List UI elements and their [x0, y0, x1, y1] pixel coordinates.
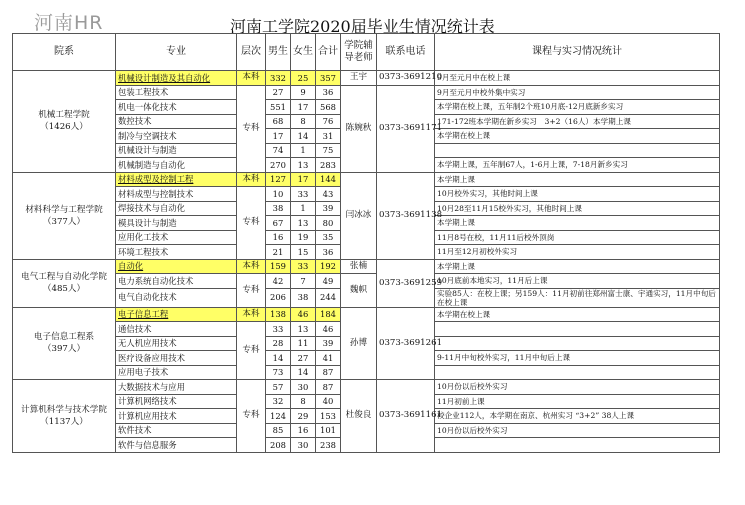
female-count: 1 — [291, 143, 316, 158]
major-cell: 材料成型及控制工程 — [116, 172, 237, 187]
male-count: 270 — [266, 158, 291, 173]
notes-cell: 实验85人：在校上课；另159人：11月初前往郑州富士康、宇通实习，11月中旬后在校上课 — [435, 288, 720, 307]
notes-cell: 10月份以后校外实习 — [435, 380, 720, 395]
notes-cell: 171-172班本学期在新乡实习 3+2（16人）本学期上课 — [435, 114, 720, 129]
total-count: 283 — [316, 158, 341, 173]
female-count: 46 — [291, 307, 316, 322]
female-count: 27 — [291, 351, 316, 366]
phone-cell: 0373-3691210 — [377, 71, 435, 86]
female-count: 17 — [291, 100, 316, 115]
major-cell: 材料成型与控制技术 — [116, 187, 237, 202]
notes-cell: 本学期上课，五年制67人，1-6月上课，7-18月新乡实习 — [435, 158, 720, 173]
total-count: 184 — [316, 307, 341, 322]
notes-cell: 10月底前本地实习，11月后上课 — [435, 274, 720, 289]
dept-label: （485人） — [42, 284, 86, 294]
level-cell: 专科 — [237, 274, 266, 308]
major-cell: 机电一体化技术 — [116, 100, 237, 115]
total-count: 238 — [316, 438, 341, 453]
total-count: 46 — [316, 322, 341, 337]
advisor-cell: 王宇 — [341, 71, 377, 86]
total-count: 153 — [316, 409, 341, 424]
total-count: 244 — [316, 288, 341, 307]
dept-cell — [13, 71, 116, 173]
major-cell: 数控技术 — [116, 114, 237, 129]
major-cell: 电力系统自动化技术 — [116, 274, 237, 289]
female-count: 30 — [291, 380, 316, 395]
female-count: 7 — [291, 274, 316, 289]
male-count: 68 — [266, 114, 291, 129]
header-row — [13, 34, 720, 71]
notes-cell — [435, 322, 720, 337]
male-count: 67 — [266, 216, 291, 231]
level-cell: 专科 — [237, 322, 266, 380]
male-count: 14 — [266, 351, 291, 366]
total-count: 357 — [316, 71, 341, 86]
header-dept: 院系 — [13, 34, 116, 71]
dept-label: （397人） — [42, 344, 86, 355]
level-cell: 专科 — [237, 85, 266, 172]
notes-cell — [435, 438, 720, 453]
table-row — [13, 307, 720, 322]
total-count: 76 — [316, 114, 341, 129]
notes-cell: 10月校外实习，其他时间上课 — [435, 187, 720, 202]
male-count: 159 — [266, 259, 291, 274]
female-count: 14 — [291, 129, 316, 144]
table-body — [13, 71, 720, 453]
male-count: 332 — [266, 71, 291, 86]
male-count: 42 — [266, 274, 291, 289]
major-cell: 环境工程技术 — [116, 245, 237, 260]
table-row — [13, 71, 720, 86]
major-cell: 模具设计与制造 — [116, 216, 237, 231]
major-cell: 医疗设备应用技术 — [116, 351, 237, 366]
female-count: 30 — [291, 438, 316, 453]
male-count: 57 — [266, 380, 291, 395]
phone-cell: 0373-3691138 — [377, 172, 435, 259]
female-count: 1 — [291, 201, 316, 216]
major-cell: 包装工程技术 — [116, 85, 237, 100]
header-female: 女生 — [291, 34, 316, 71]
table-row — [13, 259, 720, 274]
male-count: 17 — [266, 129, 291, 144]
male-count: 124 — [266, 409, 291, 424]
total-count: 40 — [316, 394, 341, 409]
graduate-stats-table — [12, 33, 720, 453]
dept-label: 计算机科学与技术学院 — [21, 404, 107, 415]
notes-cell: 9-11月中旬校外实习，11月中旬后上课 — [435, 351, 720, 366]
female-count: 29 — [291, 409, 316, 424]
major-cell: 计算机应用技术 — [116, 409, 237, 424]
male-count: 85 — [266, 423, 291, 438]
female-count: 15 — [291, 245, 316, 260]
level-cell: 本科 — [237, 172, 266, 187]
level-cell: 专科 — [237, 380, 266, 453]
male-count: 206 — [266, 288, 291, 307]
total-count: 39 — [316, 336, 341, 351]
table-row — [13, 274, 720, 289]
notes-cell: 本学期上课 — [435, 172, 720, 187]
major-cell: 机械制造与自动化 — [116, 158, 237, 173]
watermark: 河南HR — [34, 12, 104, 34]
header-major: 专业 — [116, 34, 237, 71]
dept-cell — [13, 259, 116, 307]
level-cell: 本科 — [237, 307, 266, 322]
female-count: 33 — [291, 259, 316, 274]
notes-cell: 校企业112人，本学期在南京、杭州实习 “3+2” 38人上课 — [435, 409, 720, 424]
advisor-cell: 陈婉秋 — [341, 85, 377, 172]
notes-cell: 本学期上课 — [435, 216, 720, 231]
notes-cell: 11月8号在校，11月11后校外顶岗 — [435, 230, 720, 245]
dept-label: 材料科学与工程学院 — [25, 204, 103, 215]
notes-cell: 11月至12月初校外实习 — [435, 245, 720, 260]
total-count: 35 — [316, 230, 341, 245]
total-count: 80 — [316, 216, 341, 231]
male-count: 32 — [266, 394, 291, 409]
male-count: 33 — [266, 322, 291, 337]
notes-cell: 本学期在校上课，五年制2个班10月底-12月底新乡实习 — [435, 100, 720, 115]
phone-cell: 0373-3691259 — [377, 259, 435, 307]
dept-cell — [13, 172, 116, 259]
major-cell: 大数据技术与应用 — [116, 380, 237, 395]
male-count: 74 — [266, 143, 291, 158]
female-count: 9 — [291, 85, 316, 100]
dept-cell — [13, 307, 116, 380]
female-count: 19 — [291, 230, 316, 245]
header-level: 层次 — [237, 34, 266, 71]
dept-label: （1137人） — [40, 416, 88, 427]
table-row — [13, 172, 720, 187]
total-count: 49 — [316, 274, 341, 289]
advisor-cell: 杜俊良 — [341, 380, 377, 453]
notes-cell: 11月初前上课 — [435, 394, 720, 409]
level-cell: 本科 — [237, 259, 266, 274]
notes-cell: 9月至元月中校外集中实习 — [435, 85, 720, 100]
male-count: 138 — [266, 307, 291, 322]
header-male: 男生 — [266, 34, 291, 71]
major-cell: 无人机应用技术 — [116, 336, 237, 351]
total-count: 41 — [316, 351, 341, 366]
notes-cell — [435, 336, 720, 351]
male-count: 28 — [266, 336, 291, 351]
header-phone: 联系电话 — [377, 34, 435, 71]
total-count: 75 — [316, 143, 341, 158]
female-count: 38 — [291, 288, 316, 307]
male-count: 16 — [266, 230, 291, 245]
total-count: 43 — [316, 187, 341, 202]
major-cell: 软件与信息服务 — [116, 438, 237, 453]
major-cell: 通信技术 — [116, 322, 237, 337]
dept-cell — [13, 380, 116, 453]
table-row — [13, 380, 720, 395]
female-count: 8 — [291, 114, 316, 129]
total-count: 36 — [316, 85, 341, 100]
notes-cell: 本学期在校上课 — [435, 129, 720, 144]
male-count: 127 — [266, 172, 291, 187]
male-count: 208 — [266, 438, 291, 453]
major-cell: 电气自动化技术 — [116, 288, 237, 307]
advisor-cell: 张楠 — [341, 259, 377, 274]
notes-cell — [435, 143, 720, 158]
female-count: 14 — [291, 365, 316, 380]
header-advisor: 学院辅导老师 — [341, 34, 377, 71]
notes-cell: 10月份以后校外实习 — [435, 423, 720, 438]
male-count: 10 — [266, 187, 291, 202]
total-count: 31 — [316, 129, 341, 144]
advisor-cell: 魏帜 — [341, 274, 377, 308]
phone-cell: 0373-3691261 — [377, 307, 435, 380]
male-count: 21 — [266, 245, 291, 260]
level-cell: 专科 — [237, 187, 266, 260]
advisor-cell: 闫冰冰 — [341, 172, 377, 259]
total-count: 568 — [316, 100, 341, 115]
notes-cell: 10月28至11月15校外实习，其他时间上课 — [435, 201, 720, 216]
total-count: 144 — [316, 172, 341, 187]
major-cell: 制冷与空调技术 — [116, 129, 237, 144]
total-count: 36 — [316, 245, 341, 260]
male-count: 551 — [266, 100, 291, 115]
female-count: 33 — [291, 187, 316, 202]
major-cell: 软件技术 — [116, 423, 237, 438]
female-count: 8 — [291, 394, 316, 409]
total-count: 192 — [316, 259, 341, 274]
major-cell: 计算机网络技术 — [116, 394, 237, 409]
dept-label: 电气工程与自动化学院 — [21, 272, 107, 282]
female-count: 17 — [291, 172, 316, 187]
dept-label: 机械工程学院 — [38, 110, 90, 121]
female-count: 13 — [291, 158, 316, 173]
female-count: 16 — [291, 423, 316, 438]
header-notes: 课程与实习情况统计 — [435, 34, 720, 71]
major-cell: 应用电子技术 — [116, 365, 237, 380]
table-row — [13, 85, 720, 100]
major-cell: 机械设计与制造 — [116, 143, 237, 158]
notes-cell: 9月至元月中在校上课 — [435, 71, 720, 86]
page-title: 河南工学院2020届毕业生情况统计表 — [230, 17, 495, 36]
female-count: 25 — [291, 71, 316, 86]
dept-label: （377人） — [42, 216, 86, 227]
total-count: 87 — [316, 365, 341, 380]
total-count: 101 — [316, 423, 341, 438]
major-cell: 机械设计制造及其自动化 — [116, 71, 237, 86]
male-count: 27 — [266, 85, 291, 100]
notes-cell — [435, 365, 720, 380]
notes-cell: 本学期上课 — [435, 259, 720, 274]
level-cell: 本科 — [237, 71, 266, 86]
major-cell: 自动化 — [116, 259, 237, 274]
dept-label: 电子信息工程系 — [33, 332, 95, 343]
major-cell: 电子信息工程 — [116, 307, 237, 322]
total-count: 87 — [316, 380, 341, 395]
advisor-cell: 孙博 — [341, 307, 377, 380]
major-cell: 焊接技术与自动化 — [116, 201, 237, 216]
male-count: 73 — [266, 365, 291, 380]
major-cell: 应用化工技术 — [116, 230, 237, 245]
notes-cell: 本学期在校上课 — [435, 307, 720, 322]
male-count: 38 — [266, 201, 291, 216]
header-total: 合计 — [316, 34, 341, 71]
female-count: 11 — [291, 336, 316, 351]
phone-cell: 0373-3691171 — [377, 85, 435, 172]
total-count: 39 — [316, 201, 341, 216]
female-count: 13 — [291, 322, 316, 337]
phone-cell: 0373-3691161 — [377, 380, 435, 453]
female-count: 13 — [291, 216, 316, 231]
dept-label: （1426人） — [40, 122, 88, 133]
